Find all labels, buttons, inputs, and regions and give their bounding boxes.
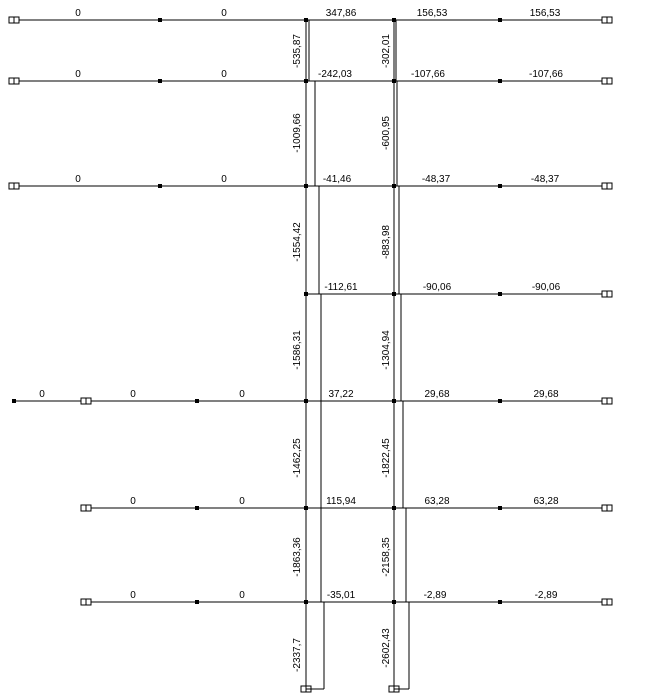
support-icon	[81, 398, 86, 404]
support-icon	[602, 183, 607, 189]
support-icon	[607, 183, 612, 189]
node	[12, 399, 16, 403]
support-icon	[607, 599, 612, 605]
beam-value-label: -48,37	[421, 174, 451, 185]
support-icon	[9, 183, 14, 189]
column-value-label: -883,98	[381, 225, 392, 259]
beam-value-label: 0	[221, 69, 227, 80]
beam-value-label: 37,22	[328, 389, 354, 400]
beam-value-label: 0	[130, 389, 136, 400]
beam-value-label: -48,37	[530, 174, 560, 185]
node	[498, 600, 502, 604]
support-icon	[607, 398, 612, 404]
column-value-label: -1304,94	[381, 330, 392, 370]
column-value-label: -2158,35	[381, 537, 392, 577]
support-icon	[602, 291, 607, 297]
support-icon	[602, 17, 607, 23]
support-icon	[607, 505, 612, 511]
support-icon	[301, 686, 306, 692]
column-value-label: -535,87	[292, 34, 303, 68]
column-value-label: -1863,36	[292, 537, 303, 577]
support-icon	[81, 505, 86, 511]
support-icon	[86, 505, 91, 511]
support-icon	[86, 599, 91, 605]
support-icon	[607, 291, 612, 297]
node	[158, 18, 162, 22]
beam-value-label: -41,46	[322, 174, 352, 185]
support-icon	[14, 183, 19, 189]
column-value-label: -2602,43	[381, 628, 392, 668]
column-value-label: -1822,45	[381, 438, 392, 478]
beam-value-label: 63,28	[533, 496, 559, 507]
support-icon	[86, 398, 91, 404]
support-icon	[81, 599, 86, 605]
node	[498, 292, 502, 296]
beam-value-label: -90,06	[531, 282, 561, 293]
support-icon	[607, 17, 612, 23]
beam-value-label: 0	[130, 590, 136, 601]
support-icon	[389, 686, 394, 692]
column-value-label: -1586,31	[292, 330, 303, 370]
support-icon	[14, 78, 19, 84]
beam-value-label: 0	[75, 69, 81, 80]
support-icon	[9, 78, 14, 84]
beam-value-label: -2,89	[423, 590, 447, 601]
column-value-label: -302,01	[381, 34, 392, 68]
beam-value-label: 0	[39, 389, 45, 400]
beam-value-label: -90,06	[422, 282, 452, 293]
node	[498, 399, 502, 403]
beam-value-label: 0	[239, 590, 245, 601]
column-value-label: -600,95	[381, 116, 392, 150]
column-value-label: -1554,42	[292, 222, 303, 262]
beam-value-label: 0	[75, 8, 81, 19]
node	[158, 184, 162, 188]
beam-value-label: -2,89	[534, 590, 558, 601]
column-value-label: -2337,7	[292, 638, 303, 672]
beam-value-label: 0	[130, 496, 136, 507]
node	[195, 506, 199, 510]
support-icon	[602, 599, 607, 605]
node	[158, 79, 162, 83]
beam-value-label: 0	[239, 389, 245, 400]
beam-value-label: 0	[221, 174, 227, 185]
node	[498, 79, 502, 83]
beam-value-label: 115,94	[326, 496, 356, 507]
support-icon	[14, 17, 19, 23]
beam-value-label: 0	[221, 8, 227, 19]
beam-value-label: 63,28	[424, 496, 450, 507]
support-icon	[602, 78, 607, 84]
beam-value-label: 29,68	[533, 389, 559, 400]
beam-value-label: 29,68	[424, 389, 450, 400]
column-value-label: -1009,66	[292, 113, 303, 153]
beam-value-label: -112,61	[324, 282, 358, 293]
beam-value-label: -35,01	[326, 590, 356, 601]
support-icon	[602, 505, 607, 511]
node	[498, 506, 502, 510]
node	[195, 600, 199, 604]
beam-value-label: 156,53	[529, 8, 561, 19]
beam-value-label: -107,66	[411, 69, 445, 80]
beam-value-label: 0	[239, 496, 245, 507]
support-icon	[602, 398, 607, 404]
node	[498, 184, 502, 188]
beam-value-label: -242,03	[318, 69, 352, 80]
beam-value-label: 0	[75, 174, 81, 185]
node	[195, 399, 199, 403]
column-value-label: -1462,25	[292, 438, 303, 478]
support-icon	[607, 78, 612, 84]
beam-value-label: 156,53	[416, 8, 448, 19]
beam-value-label: 347,86	[325, 8, 357, 19]
beam-value-label: -107,66	[529, 69, 563, 80]
node	[498, 18, 502, 22]
support-icon	[9, 17, 14, 23]
